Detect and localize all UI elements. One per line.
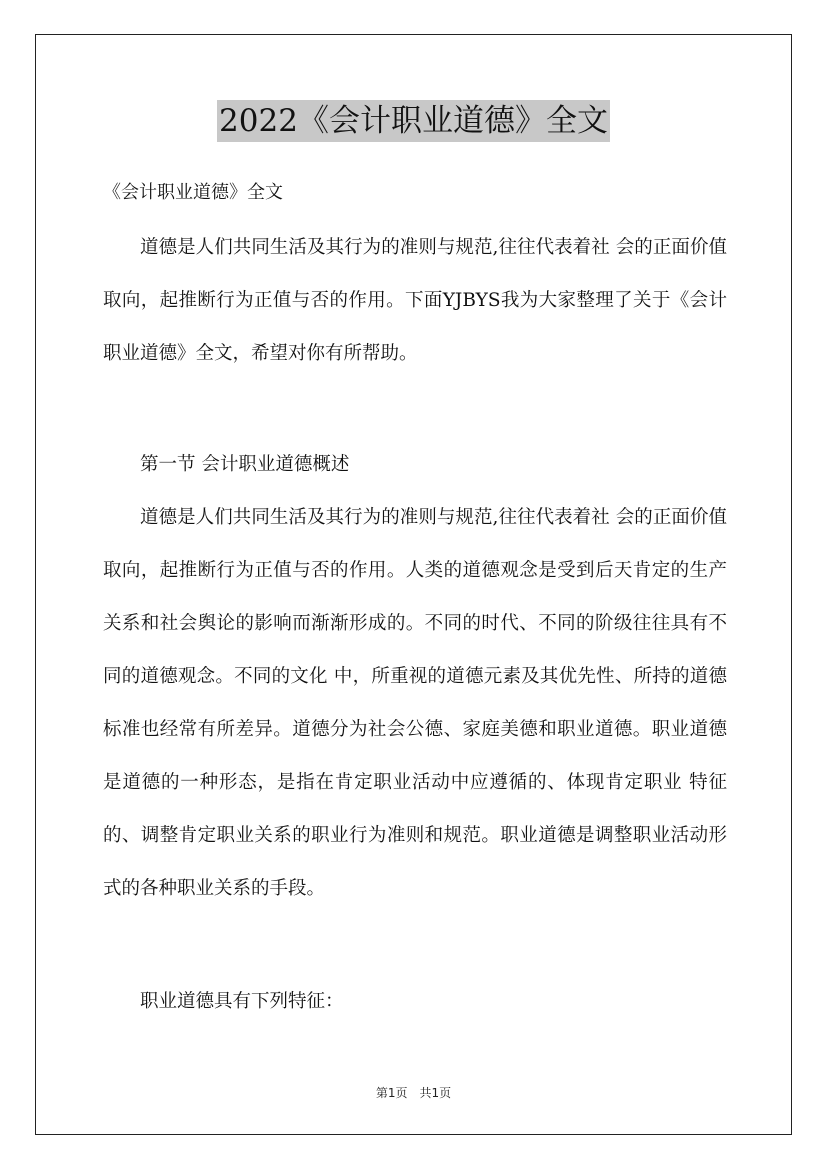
features-line: 职业道德具有下列特征： (140, 991, 344, 1012)
document-title-block (0, 100, 827, 142)
intro-paragraph: 道德是人们共同生活及其行为的准则与规范,往往代表着社 会的正面价值取向，起推断行为正值与否的作用。下面YJBYS我为大家整理了关于《会计职业道德》全文，希望对你有所帮助。 (103, 237, 727, 364)
section-paragraph: 道德是人们共同生活及其行为的准则与规范,往往代表着社 会的正面价值取向，起推断行为正值与否的作用。人类的道德观念是受到后天肯定的生产关系和社会舆论的影响而渐渐形成的。不同的时代、不同的阶级往往具有不同的道德观念。不同的文化 中，所重视的道德元素及其优先性、所持的道德标准也经常有所差异。道德分为社会公德、家庭美德和职业道德。职业道德是道德的一种形态，是指在肯定职业活动中应遵循的、体现肯定职业 特征的、调整肯定职业关系的职业行为准则和规范。职业道德是调整职业活动形式的各种职业关系的手段。 (103, 507, 727, 899)
section-heading: 第一节 会计职业道德概述 (140, 454, 350, 475)
page-footer: 第1页 共1页 (375, 1086, 452, 1100)
document-title: 2022《会计职业道德》全文 (217, 100, 610, 142)
document-subtitle: 《会计职业道德》全文 (103, 182, 283, 203)
